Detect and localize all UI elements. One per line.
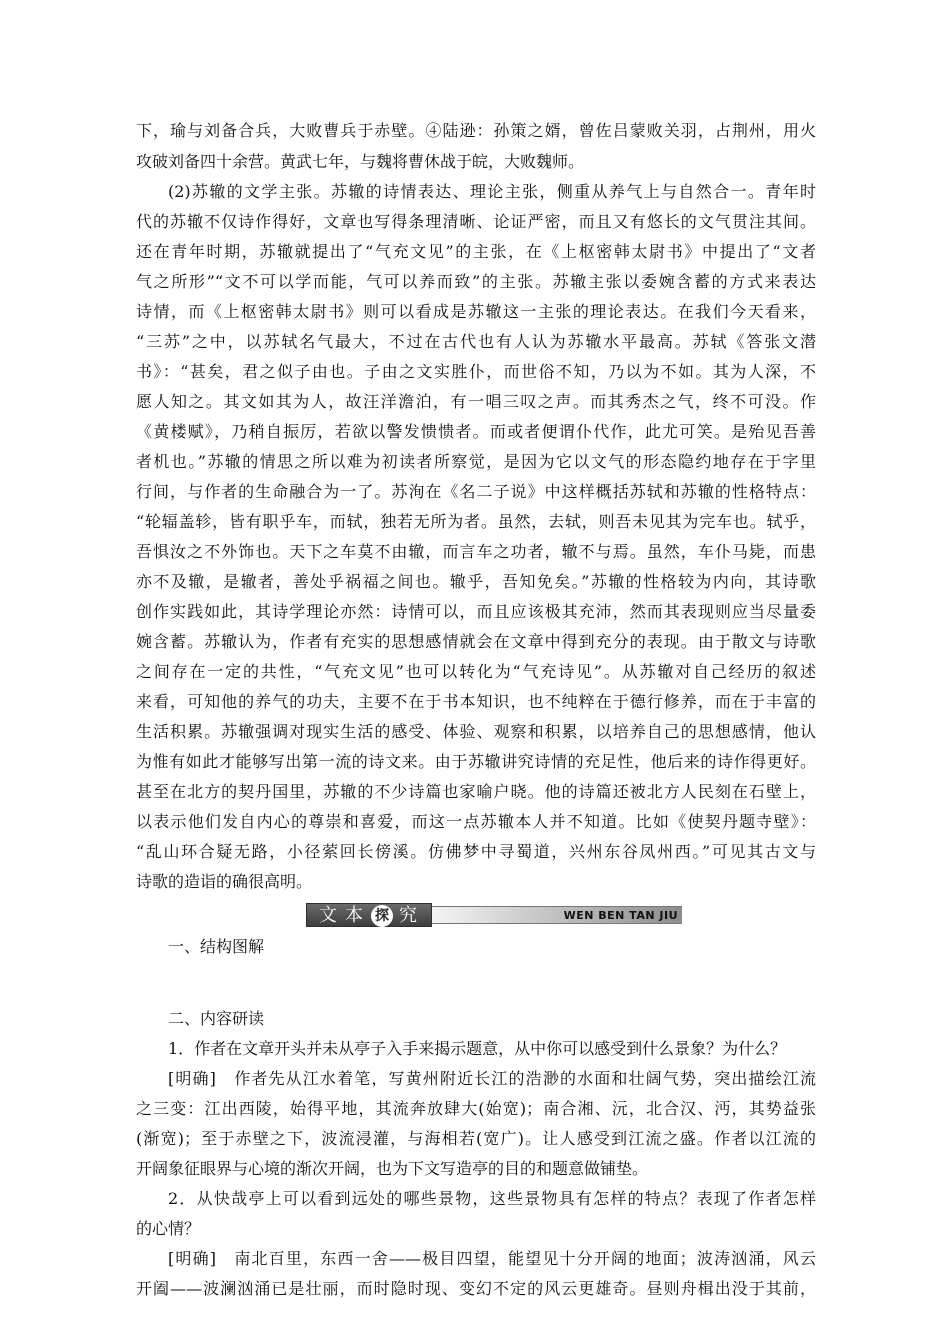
section-heading: 一、结构图解 — [168, 937, 265, 956]
text-line: “轮辐盖轸，皆有职乎车，而轼，独若无所为者。虽然，去轼，则吾未见其为完车也。轼乎， — [136, 512, 816, 531]
text-line: 生活积累。苏辙强调对现实生活的感受、体验、观察和积累，以培养自己的思想感情，他认 — [136, 722, 816, 741]
banner-label-box — [306, 903, 432, 927]
text-line: (2)苏辙的文学主张。苏辙的诗情表达、理论主张，侧重从养气上与自然合一。青年时 — [168, 182, 816, 201]
banner-char: 文 — [319, 905, 337, 926]
text-line: “三苏”之中，以苏轼名气最大，不过在古代也有人认为苏辙水平最高。苏轼《答张文潜 — [136, 332, 816, 351]
banner-char: 究 — [399, 905, 417, 926]
text-line: 来看，可知他的养气的功夫，主要不在于书本知识，也不纯粹在于德行修养，而在于丰富的 — [136, 692, 816, 711]
text-line: 诗歌的造诣的确很高明。 — [136, 872, 313, 891]
text-line: 婉含蓄。苏辙认为，作者有充实的思想感情就会在文章中得到充分的表现。由于散文与诗歌 — [136, 632, 816, 651]
text-line: 气之所形”“文不可以学而能，气可以养而致”的主张。苏辙主张以委婉含蓄的方式来表达 — [136, 272, 816, 291]
section-heading: 二、内容研读 — [168, 1009, 265, 1028]
answer-line: 开阖——波澜汹涌已是壮丽，而时隐时现、变幻不定的风云更雄奇。昼则舟楫出没于其前， — [136, 1279, 816, 1298]
text-line: 书》：“甚矣，君之似子由也。子由之文实胜仆，而世俗不知，乃以为不如。其为人深，不 — [136, 362, 816, 381]
banner-char-highlight: 探 — [371, 905, 393, 927]
answer-line: 开阔象征眼界与心境的渐次开阔，也为下文写造亭的目的和题意做铺垫。 — [136, 1159, 649, 1178]
banner-char: 本 — [345, 905, 363, 926]
question-line: 的心情？ — [136, 1219, 201, 1238]
banner-english-label: WEN BEN TAN JIU — [563, 909, 678, 922]
question-line: 1．作者在文章开头并未从亭子入手来揭示题意，从中你可以感受到什么景象？为什么？ — [168, 1039, 787, 1058]
text-line: 《黄楼赋》，乃稍自振厉，若欲以警发愦愦者。而或者便谓仆代作，此尤可笑。是殆见吾善 — [136, 422, 816, 441]
text-line: 诗情，而《上枢密韩太尉书》则可以看成是苏辙这一主张的理论表达。在我们今天看来， — [136, 302, 816, 321]
question-line: 2．从快哉亭上可以看到远处的哪些景物，这些景物具有怎样的特点？表现了作者怎样 — [168, 1189, 816, 1208]
text-line: 亦不及辙，是辙者，善处乎祸福之间也。辙乎，吾知免矣。”苏辙的性格较为内向，其诗歌 — [136, 572, 816, 591]
text-line: 者机也。”苏辙的情思之所以难为初读者所察觉，是因为它以文气的形态隐约地存在于字里 — [136, 452, 816, 471]
text-line: 甚至在北方的契丹国里，苏辙的不少诗篇也家喻户晓。他的诗篇还被北方人民刻在石壁上， — [136, 782, 816, 801]
text-line: 吾惧汝之不外饰也。天下之车莫不由辙，而言车之功者，辙不与焉。虽然，车仆马毙，而患 — [136, 542, 816, 561]
text-line: 创作实践如此，其诗学理论亦然：诗情可以，而且应该极其充沛，然而其表现则应当尽量委 — [136, 602, 816, 621]
text-line: 攻破刘备四十余营。黄武七年，与魏将曹休战于皖，大败魏师。 — [136, 152, 585, 171]
text-line: 之间存在一定的共性，“气充文见”也可以转化为“气充诗见”。从苏辙对自己经历的叙述 — [136, 662, 816, 681]
text-line: 以表示他们发自内心的尊崇和喜爱，而这一点苏辙本人并不知道。比如《使契丹题寺壁》： — [136, 812, 816, 831]
text-line: 还在青年时期，苏辙就提出了“气充文见”的主张，在《上枢密韩太尉书》中提出了“文者 — [136, 242, 816, 261]
text-line: 代的苏辙不仅诗作得好，文章也写得条理清晰、论证严密，而且又有悠长的文气贯注其间。 — [136, 212, 816, 231]
text-line: 愿人知之。其文如其为人，故汪洋澹泊，有一唱三叹之声。而其秀杰之气，终不可没。作 — [136, 392, 816, 411]
answer-line: [明确] 作者先从江水着笔，写黄州附近长江的浩渺的水面和壮阔气势，突出描绘江流 — [168, 1069, 816, 1088]
answer-line: [明确] 南北百里，东西一舍——极目四望，能望见十分开阔的地面；波涛汹涌，风云 — [168, 1249, 816, 1268]
answer-line: 之三变：江出西陵，始得平地，其流奔放肆大(始宽)；南合湘、沅，北合汉、沔，其势益张 — [136, 1099, 816, 1118]
section-banner — [306, 903, 682, 927]
text-line: 为惟有如此才能够写出第一流的诗文来。由于苏辙讲究诗情的充足性，他后来的诗作得更好。 — [136, 752, 816, 771]
text-line: “乱山环合疑无路，小径萦回长傍溪。仿佛梦中寻蜀道，兴州东谷凤州西。”可见其古文与 — [136, 842, 816, 861]
banner-bar — [432, 906, 682, 924]
text-line: 下，瑜与刘备合兵，大败曹兵于赤壁。④陆逊：孙策之婿，曾佐吕蒙败关羽，占荆州，用火 — [136, 121, 816, 140]
answer-line: (渐宽)；至于赤壁之下，波流浸灌，与海相若(宽广)。让人感受到江流之盛。作者以江流的 — [136, 1129, 816, 1148]
text-line: 行间，与作者的生命融合为一了。苏洵在《名二子说》中这样概括苏轼和苏辙的性格特点： — [136, 482, 816, 501]
